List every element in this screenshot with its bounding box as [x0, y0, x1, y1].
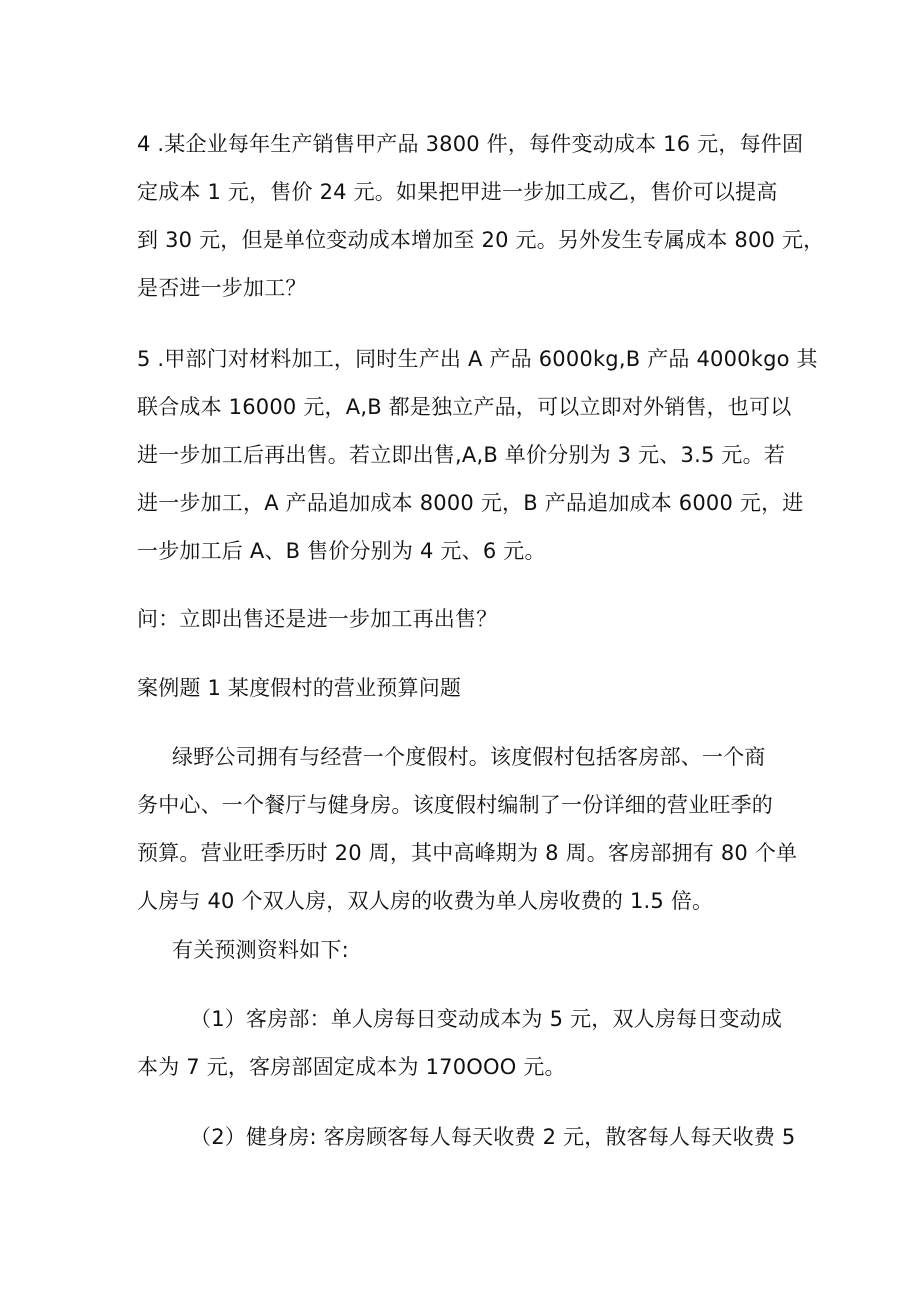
- case-paragraph-line: 人房与 40 个双人房，双人房的收费为单人房收费的 1.5 倍。: [137, 889, 714, 913]
- case-title: 案例题 1 某度假村的营业预算问题: [137, 676, 462, 700]
- q5-line: 5 .甲部门对材料加工，同时生产出 A 产品 6000kg,B 产品 4000kgo 其: [137, 347, 818, 371]
- case-paragraph-line: 预算。营业旺季历时 20 周，其中高峰期为 8 周。客房部拥有 80 个单: [137, 841, 798, 865]
- item-1-line: （1）客房部：单人房每日变动成本为 5 元，双人房每日变动成: [190, 1007, 783, 1031]
- q5-line: 联合成本 16000 元，A,B 都是独立产品，可以立即对外销售，也可以: [137, 395, 792, 419]
- q4-line: 到 30 元，但是单位变动成本增加至 20 元。另外发生专属成本 800 元，: [137, 228, 825, 252]
- case-paragraph-line: 务中心、一个餐厅与健身房。该度假村编制了一份详细的营业旺季的: [137, 793, 773, 817]
- q5-line: 一步加工后 A、B 售价分别为 4 元、6 元。: [137, 539, 546, 563]
- item-2-line: （2）健身房: 客房顾客每人每天收费 2 元，散客每人每天收费 5: [190, 1125, 796, 1149]
- q5-line: 进一步加工，A 产品追加成本 8000 元，B 产品追加成本 6000 元，进: [137, 491, 804, 515]
- q4-line: 定成本 1 元，售价 24 元。如果把甲进一步加工成乙，售价可以提高: [137, 180, 778, 204]
- forecast-intro: 有关预测资料如下:: [172, 938, 349, 962]
- q4-line: 4 .某企业每年生产销售甲产品 3800 件，每件变动成本 16 元，每件固: [137, 132, 804, 156]
- q4-line: 是否进一步加工？: [137, 276, 307, 300]
- item-1-line: 本为 7 元，客房部固定成本为 170OOO 元。: [137, 1055, 566, 1079]
- case-paragraph-line: 绿野公司拥有与经营一个度假村。该度假村包括客房部、一个商: [172, 745, 766, 769]
- q5-question: 问：立即出售还是进一步加工再出售？: [137, 607, 498, 631]
- q5-line: 进一步加工后再出售。若立即出售,A,B 单价分别为 3 元、3.5 元。若: [137, 443, 785, 467]
